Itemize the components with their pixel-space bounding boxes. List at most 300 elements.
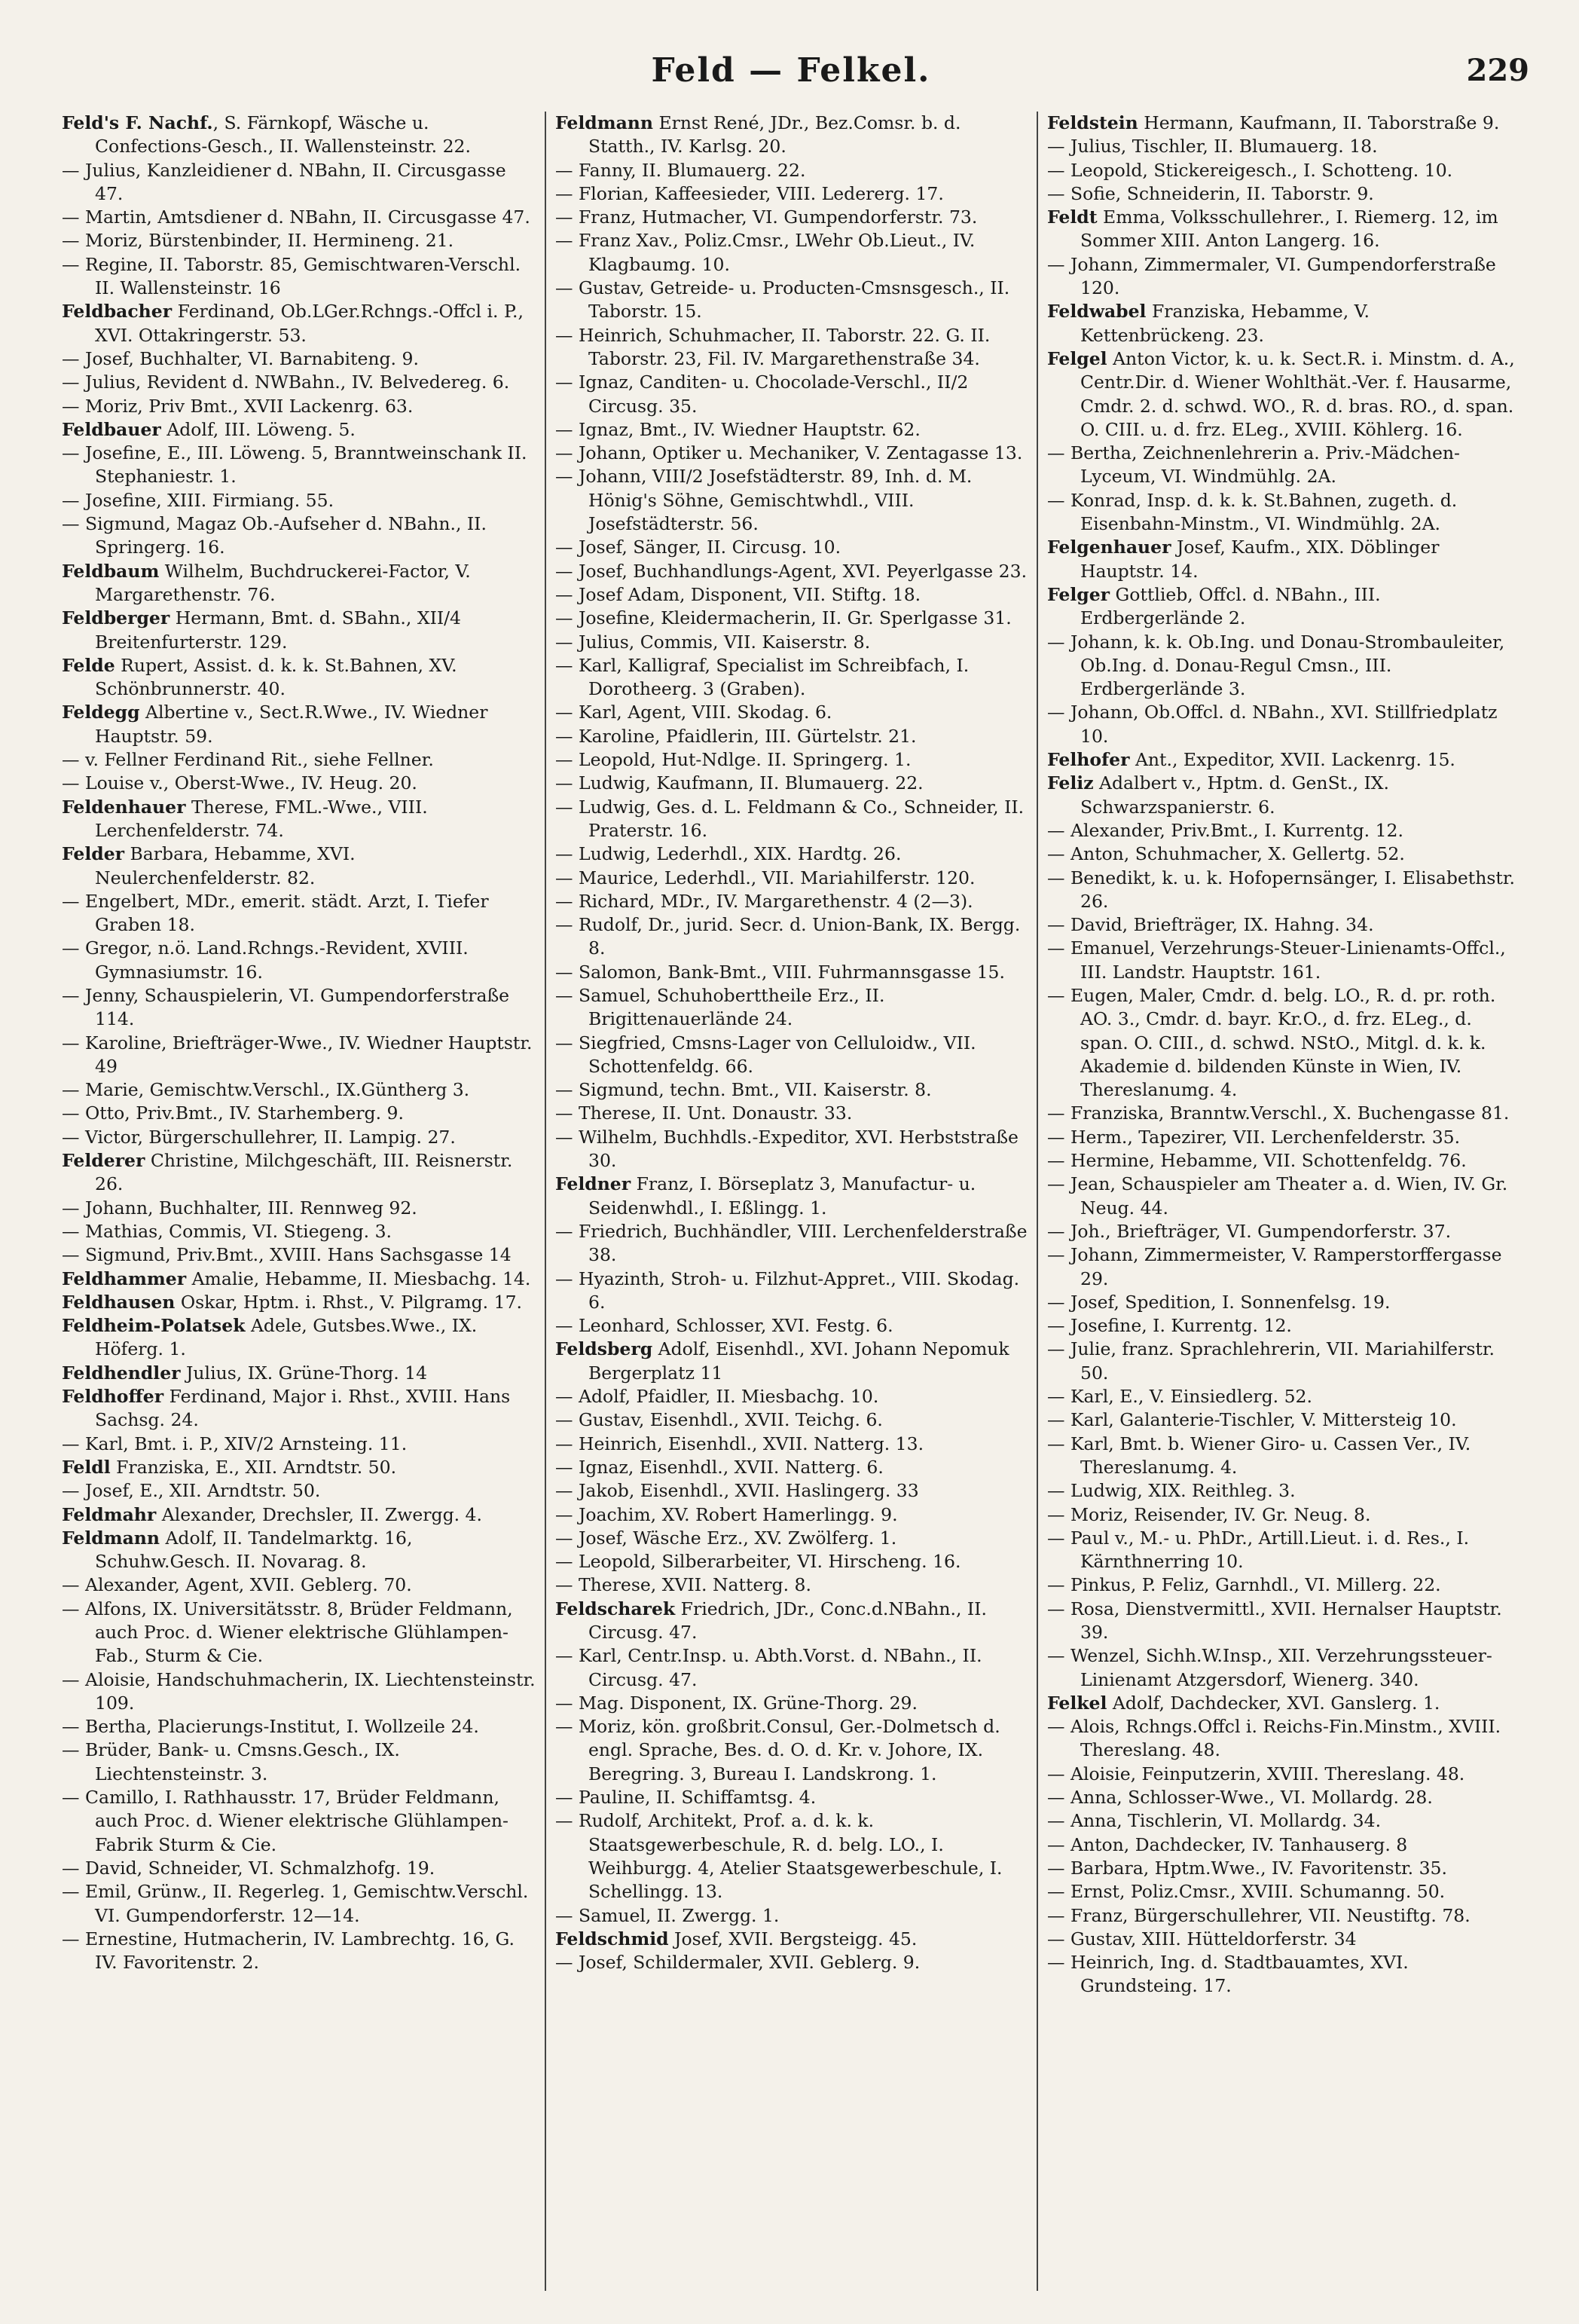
entry-text: — Karl, Kalligraf, Specialist im Schreibfach, I. Dorotheerg. 3 (Graben). — [555, 654, 970, 700]
entry-surname: Feldmann — [555, 112, 653, 133]
running-head: Feld — Felkel. — [651, 51, 931, 90]
directory-entry — [62, 607, 537, 654]
entry-text: — Anton, Schuhmacher, X. Gellertg. 52. — [1047, 843, 1405, 865]
directory-entry — [555, 1385, 1029, 1408]
entry-text: — Therese, XVII. Natterg. 8. — [555, 1574, 811, 1596]
directory-entry — [62, 1857, 537, 1880]
entry-surname: Feldl — [62, 1456, 111, 1478]
entry-text: Josef, XVII. Bergsteigg. 45. — [668, 1928, 918, 1949]
directory-entry — [1047, 1433, 1521, 1480]
directory-entry — [555, 1715, 1029, 1786]
entry-text: — Josef, Sänger, II. Circusg. 10. — [555, 537, 841, 558]
entry-text: — Jean, Schauspieler am Theater a. d. Wien, IV. Gr. Neug. 44. — [1047, 1173, 1508, 1219]
entry-text: — Johann, Optiker u. Mechaniker, V. Zentagasse 13. — [555, 442, 1023, 464]
directory-entry — [62, 1479, 537, 1503]
directory-entry — [1047, 1126, 1521, 1149]
entry-surname: Feldsberg — [555, 1338, 653, 1360]
entry-text: Ernst René, JDr., Bez.Comsr. b. d. Statth., IV. Karlsg. 20. — [588, 112, 961, 157]
directory-entry — [1047, 1763, 1521, 1786]
entry-text: — Marie, Gemischtw.Verschl., IX.Güntherg 3. — [62, 1079, 470, 1101]
entry-text: — Johann, Zimmermaler, VI. Gumpendorferstraße 120. — [1047, 253, 1496, 299]
directory-entry — [555, 324, 1029, 372]
page-number: 229 — [1466, 53, 1529, 88]
entry-text: Franz, I. Börseplatz 3, Manufactur- u. Seidenwhdl., I. Eßlingg. 1. — [588, 1173, 976, 1219]
directory-entry — [555, 1550, 1029, 1573]
entry-text: — Heinrich, Ing. d. Stadtbauamtes, XVI. Grundsteing. 17. — [1047, 1952, 1409, 1997]
entry-text: — Ludwig, Ges. d. L. Feldmann & Co., Schneider, II. Praterstr. 16. — [555, 796, 1025, 841]
entry-text: — Josefine, Kleidermacherin, II. Gr. Sperlgasse 31. — [555, 607, 1012, 629]
directory-entry — [1047, 1904, 1521, 1928]
directory-entry — [62, 560, 537, 607]
directory-entry — [62, 1598, 537, 1668]
directory-entry — [1047, 631, 1521, 702]
entry-text: — Leopold, Stickereigesch., I. Schotteng. 10. — [1047, 159, 1453, 181]
entry-text: Anton Victor, k. u. k. Sect.R. i. Minstm. d. A., Centr.Dir. d. Wiener Wohlthät.-Ver. f. Hausarme, Cmdr. 2. d. schwd. WO., R. d. bras. RO., d. span. O. CIII. u. d. frz. ELeg., XVIII. Köhlerg. 16. — [1080, 347, 1515, 440]
directory-entry — [555, 159, 1029, 182]
directory-entry — [1047, 1385, 1521, 1408]
entry-text: — Franz, Bürgerschullehrer, VII. Neustiftg. 78. — [1047, 1904, 1471, 1926]
entry-text: — Karl, Galanterie-Tischler, V. Mittersteig 10. — [1047, 1409, 1457, 1431]
directory-entry — [1047, 1479, 1521, 1503]
entry-text: — Alexander, Agent, XVII. Geblerg. 70. — [62, 1574, 412, 1596]
directory-entry — [555, 112, 1029, 159]
entry-surname: Feldmahr — [62, 1503, 157, 1525]
entry-surname: Feldbacher — [62, 301, 173, 323]
directory-entry — [555, 1904, 1029, 1928]
entry-text: — Johann, Buchhalter, III. Rennweg 92. — [62, 1197, 417, 1219]
entry-text: — Moriz, kön. großbrit.Consul, Ger.-Dolmetsch d. engl. Sprache, Bes. d. O. d. Kr. v. Johore, IX. Beregring. 3, Bureau I. Landskrong. 1. — [555, 1716, 1000, 1784]
entry-text: — Sofie, Schneiderin, II. Taborstr. 9. — [1047, 182, 1374, 204]
directory-entry — [1047, 182, 1521, 206]
column-1 — [53, 112, 545, 2291]
directory-entry — [555, 277, 1029, 324]
directory-entry — [555, 913, 1029, 961]
entry-text: — Herm., Tapezirer, VII. Lerchenfelderstr. 35. — [1047, 1126, 1461, 1148]
directory-entry — [555, 1078, 1029, 1102]
entry-text: — Josef, Buchhandlungs-Agent, XVI. Peyerlgasse 23. — [555, 560, 1028, 582]
entry-text: — Josefine, I. Kurrentg. 12. — [1047, 1315, 1292, 1337]
directory-entry — [555, 631, 1029, 654]
directory-entry — [62, 418, 537, 442]
entry-text: — Wilhelm, Buchhdls.-Expeditor, XVI. Herbststraße 30. — [555, 1126, 1019, 1172]
entry-text: — Josef Adam, Disponent, VII. Stiftg. 18. — [555, 583, 921, 605]
directory-entry — [1047, 819, 1521, 842]
entry-text: — Otto, Priv.Bmt., IV. Starhemberg. 9. — [62, 1102, 404, 1124]
entry-text: — Anna, Tischlerin, VI. Mollardg. 34. — [1047, 1810, 1382, 1832]
directory-entry — [555, 182, 1029, 206]
entry-text: — Josef, Schildermaler, XVII. Geblerg. 9. — [555, 1952, 921, 1974]
directory-entry — [62, 1362, 537, 1385]
entry-text: — Karl, Bmt. b. Wiener Giro- u. Cassen Ver., IV. Thereslanumg. 4. — [1047, 1433, 1471, 1478]
entry-surname: Felgel — [1047, 347, 1107, 369]
directory-entry — [555, 961, 1029, 984]
entry-text: — Julius, Commis, VII. Kaiserstr. 8. — [555, 631, 871, 653]
entry-text: — Ernst, Poliz.Cmsr., XVIII. Schumanng. 50. — [1047, 1881, 1446, 1903]
entry-text: Friedrich, JDr., Conc.d.NBahn., II. Circusg. 47. — [588, 1598, 987, 1643]
directory-entry — [1047, 984, 1521, 1102]
entry-text: — Anna, Schlosser-Wwe., VI. Mollardg. 28. — [1047, 1787, 1433, 1809]
directory-entry — [555, 984, 1029, 1032]
directory-entry — [1047, 1880, 1521, 1904]
entry-text: Julius, IX. Grüne-Thorg. 14 — [180, 1362, 428, 1384]
entry-text: — Mathias, Commis, VI. Stiegeng. 3. — [62, 1220, 392, 1242]
entry-text: — Bertha, Zeichnenlehrerin a. Priv.-Mädchen-Lyceum, VI. Windmühlg. 2A. — [1047, 442, 1460, 488]
directory-entry — [555, 1644, 1029, 1692]
entry-surname: Feldenhauer — [62, 796, 186, 818]
directory-entry — [555, 371, 1029, 418]
entry-surname: Feldhoffer — [62, 1386, 164, 1408]
directory-entry — [62, 1267, 537, 1291]
entry-text: — Engelbert, MDr., emerit. städt. Arzt, I. Tiefer Graben 18. — [62, 890, 489, 936]
directory-entry — [1047, 1951, 1521, 1998]
entry-text: — Karl, Bmt. i. P., XIV/2 Arnsteing. 11. — [62, 1433, 408, 1454]
entry-text: — Ludwig, Kaufmann, II. Blumauerg. 22. — [555, 772, 924, 794]
entry-text: Adele, Gutsbes.Wwe., IX. Höferg. 1. — [95, 1315, 478, 1360]
directory-entry — [62, 1314, 537, 1362]
entry-text: — Joachim, XV. Robert Hamerlingg. 9. — [555, 1503, 898, 1525]
entry-text: Hermann, Bmt. d. SBahn., XII/4 Breitenfurterstr. 129. — [95, 607, 462, 653]
directory-entry — [1047, 1220, 1521, 1243]
entry-text: Ferdinand, Major i. Rhst., XVIII. Hans Sachsg. 24. — [95, 1386, 511, 1431]
entry-text: — Richard, MDr., IV. Margarethenstr. 4 (2—3). — [555, 890, 973, 912]
directory-entry — [1047, 1527, 1521, 1574]
entry-text: — Therese, II. Unt. Donaustr. 33. — [555, 1102, 853, 1124]
directory-entry — [62, 159, 537, 206]
entry-surname: Felger — [1047, 583, 1110, 605]
entry-text: — Martin, Amtsdiener d. NBahn, II. Circusgasse 47. — [62, 206, 530, 228]
entry-text: — Aloisie, Feinputzerin, XVIII. Thereslang. 48. — [1047, 1763, 1465, 1784]
directory-entry — [62, 1715, 537, 1738]
directory-entry — [555, 1573, 1029, 1597]
directory-entry — [62, 1032, 537, 1079]
directory-entry — [555, 1314, 1029, 1338]
entry-text: — Samuel, Schuhoberttheile Erz., II. Brigittenauerlände 24. — [555, 984, 885, 1030]
directory-entry — [1047, 748, 1521, 772]
entry-text: — v. Fellner Ferdinand Rit., siehe Fellner. — [62, 749, 434, 771]
entry-surname: Feldberger — [62, 607, 170, 629]
entry-text: — Franziska, Branntw.Verschl., X. Buchengasse 81. — [1047, 1102, 1510, 1124]
directory-entry — [555, 1456, 1029, 1479]
entry-text: — Johann, Zimmermeister, V. Ramperstorffergasse 29. — [1047, 1244, 1502, 1289]
entry-surname: Feldwabel — [1047, 301, 1147, 323]
entry-surname: Felde — [62, 654, 115, 676]
entry-text: — Alexander, Priv.Bmt., I. Kurrentg. 12. — [1047, 819, 1403, 841]
entry-text: Barbara, Hebamme, XVI. Neulerchenfelderstr. 82. — [95, 843, 356, 888]
entry-text: — Franz Xav., Poliz.Cmsr., LWehr Ob.Lieut., IV. Klagbaumg. 10. — [555, 230, 976, 275]
entry-text: Ant., Expeditor, XVII. Lackenrg. 15. — [1129, 749, 1455, 771]
entry-text: — Ignaz, Eisenhdl., XVII. Natterg. 6. — [555, 1456, 884, 1478]
directory-entry — [1047, 867, 1521, 914]
entry-text: — Hermine, Hebamme, VII. Schottenfeldg. 76. — [1047, 1150, 1467, 1172]
directory-entry — [555, 1951, 1029, 1974]
directory-entry — [62, 1197, 537, 1220]
entry-text: — Emil, Grünw., II. Regerleg. 1, Gemischtw.Verschl. VI. Gumpendorferstr. 12—14. — [62, 1881, 529, 1926]
entry-surname: Feldegg — [62, 702, 140, 723]
entry-text: — Eugen, Maler, Cmdr. d. belg. LO., R. d. pr. roth. AO. 3., Cmdr. d. bayr. Kr.O., d. frz. ELeg., d. span. O. CIII., d. schwd. NStO., Mitgl. d. k. k. Akademie d. bildenden Künste in Wien, IV. Thereslanumg. 4. — [1047, 984, 1496, 1101]
directory-entry — [1047, 1503, 1521, 1527]
entry-text: — Sigmund, Magaz Ob.-Aufseher d. NBahn., II. Springerg. 16. — [62, 513, 487, 558]
entry-text: — Florian, Kaffeesieder, VIII. Ledererg. 17. — [555, 182, 944, 204]
entry-text: Therese, FML.-Wwe., VIII. Lerchenfelderstr. 74. — [95, 796, 428, 841]
entry-text: — Gustav, XIII. Hütteldorferstr. 34 — [1047, 1928, 1357, 1949]
entry-text: — Josef, Spedition, I. Sonnenfelsg. 19. — [1047, 1291, 1391, 1313]
directory-entry — [1047, 913, 1521, 937]
entry-text: — Josefine, E., III. Löweng. 5, Branntweinschank II. Stephaniestr. 1. — [62, 442, 527, 488]
entry-surname: Feld's F. Nachf. — [62, 112, 213, 133]
entry-text: Emma, Volksschullehrer., I. Riemerg. 12, im Sommer XIII. Anton Langerg. 16. — [1080, 206, 1498, 252]
entry-text: Amalie, Hebamme, II. Miesbachg. 14. — [186, 1267, 531, 1289]
directory-entry — [62, 512, 537, 560]
entry-text: — Josef, Buchhalter, VI. Barnabiteng. 9. — [62, 347, 419, 369]
entry-text: — Konrad, Insp. d. k. k. St.Bahnen, zugeth. d. Eisenbahn-Minstm., VI. Windmühlg. 2A. — [1047, 489, 1458, 535]
entry-surname: Felder — [62, 843, 125, 865]
entry-text: — Karl, Centr.Insp. u. Abth.Vorst. d. NBahn., II. Circusg. 47. — [555, 1645, 982, 1690]
column-3 — [1037, 112, 1529, 2291]
directory-entry — [555, 1809, 1029, 1904]
entry-text: — Rudolf, Dr., jurid. Secr. d. Union-Bank, IX. Bergg. 8. — [555, 914, 1021, 959]
directory-entry — [1047, 1408, 1521, 1432]
entry-surname: Feldt — [1047, 206, 1098, 228]
directory-entry — [1047, 442, 1521, 489]
directory-entry — [1047, 1314, 1521, 1338]
entry-text: — Pinkus, P. Feliz, Garnhdl., VI. Millerg. 22. — [1047, 1574, 1441, 1596]
entry-text: — Ignaz, Bmt., IV. Wiedner Hauptstr. 62. — [555, 418, 921, 440]
entry-surname: Feldhendler — [62, 1362, 181, 1384]
directory-entry — [1047, 1928, 1521, 1951]
entry-surname: Feldhausen — [62, 1291, 176, 1313]
entry-text: — Gustav, Getreide- u. Producten-Cmsnsgesch., II. Taborstr. 15. — [555, 277, 1010, 323]
entry-text: Christine, Milchgeschäft, III. Reisnerstr. 26. — [95, 1150, 513, 1195]
entry-surname: Feldhammer — [62, 1267, 187, 1289]
directory-entry — [555, 1598, 1029, 1645]
directory-entry — [555, 1220, 1029, 1267]
directory-entry — [62, 347, 537, 371]
entry-text: — Jenny, Schauspielerin, VI. Gumpendorferstraße 114. — [62, 984, 510, 1030]
entry-text: — Emanuel, Verzehrungs-Steuer-Linienamts-Offcl., III. Landstr. Hauptstr. 161. — [1047, 937, 1506, 983]
entry-surname: Feldschmid — [555, 1928, 669, 1949]
entry-text: — Anton, Dachdecker, IV. Tanhauserg. 8 — [1047, 1833, 1408, 1855]
directory-entry — [62, 1078, 537, 1102]
entry-surname: Feldscharek — [555, 1598, 676, 1619]
directory-entry — [1047, 206, 1521, 253]
directory-entry — [62, 1433, 537, 1456]
entry-text: Franziska, E., XII. Arndtstr. 50. — [110, 1456, 397, 1478]
directory-entry — [62, 206, 537, 229]
entry-text: — Moriz, Reisender, IV. Gr. Neug. 8. — [1047, 1503, 1371, 1525]
directory-entry — [1047, 300, 1521, 347]
directory-entry — [1047, 1644, 1521, 1692]
entry-text: — Salomon, Bank-Bmt., VIII. Fuhrmannsgasse 15. — [555, 961, 1005, 983]
entry-surname: Feldheim-Polatsek — [62, 1315, 246, 1337]
entry-text: — Heinrich, Eisenhdl., XVII. Natterg. 13. — [555, 1433, 924, 1454]
entry-text: — Fanny, II. Blumauerg. 22. — [555, 159, 806, 181]
directory-entry — [62, 1149, 537, 1197]
directory-entry — [555, 1928, 1029, 1951]
entry-text: — Regine, II. Taborstr. 85, Gemischtwaren-Verschl. II. Wallensteinstr. 16 — [62, 253, 521, 299]
directory-entry — [62, 748, 537, 772]
directory-entry — [62, 796, 537, 843]
entry-text: — Jakob, Eisenhdl., XVII. Haslingerg. 33 — [555, 1480, 919, 1502]
directory-entry — [1047, 1173, 1521, 1220]
entry-text: — Aloisie, Handschuhmacherin, IX. Liechtensteinstr. 109. — [62, 1668, 536, 1714]
entry-text: — Julius, Tischler, II. Blumauerg. 18. — [1047, 136, 1378, 157]
directory-entry — [1047, 1291, 1521, 1314]
entry-text: — Franz, Hutmacher, VI. Gumpendorferstr. 73. — [555, 206, 978, 228]
entry-text: — Friedrich, Buchhändler, VIII. Lerchenfelderstraße 38. — [555, 1220, 1028, 1266]
entry-text: — Johann, k. k. Ob.Ing. und Donau-Strombauleiter, Ob.Ing. d. Donau-Regul Cmsn., III. Erdbergerlände 3. — [1047, 631, 1505, 700]
directory-entry — [555, 842, 1029, 866]
directory-entry — [555, 701, 1029, 724]
entry-text: Alexander, Drechsler, II. Zwergg. 4. — [156, 1503, 482, 1525]
entry-surname: Felkel — [1047, 1692, 1107, 1714]
entry-text: — Sigmund, techn. Bmt., VII. Kaiserstr. 8. — [555, 1079, 932, 1101]
directory-entry — [555, 772, 1029, 795]
entry-text: — Johann, Ob.Offcl. d. NBahn., XVI. Stillfriedplatz 10. — [1047, 702, 1498, 747]
directory-entry — [555, 1126, 1029, 1173]
directory-entry — [555, 890, 1029, 913]
entry-text: — Ignaz, Canditen- u. Chocolade-Verschl., II/2 Circusg. 35. — [555, 372, 969, 417]
entry-text: — Moriz, Bürstenbinder, II. Hermineng. 21. — [62, 230, 454, 252]
directory-entry — [62, 1786, 537, 1857]
directory-page — [53, 30, 1529, 2291]
directory-entry — [62, 1126, 537, 1149]
directory-entry — [62, 1102, 537, 1125]
entry-text: — David, Briefträger, IX. Hahng. 34. — [1047, 914, 1374, 936]
directory-entry — [1047, 1243, 1521, 1291]
directory-entry — [555, 442, 1029, 465]
directory-entry — [1047, 1573, 1521, 1597]
directory-entry — [62, 1738, 537, 1786]
directory-entry — [555, 725, 1029, 748]
entry-text: — Rosa, Dienstvermittl., XVII. Hernalser Hauptstr. 39. — [1047, 1598, 1502, 1643]
directory-entry — [555, 1408, 1029, 1432]
directory-entry — [62, 1243, 537, 1267]
directory-entry — [62, 1880, 537, 1928]
directory-entry — [1047, 1833, 1521, 1857]
entry-text: — Adolf, Pfaidler, II. Miesbachg. 10. — [555, 1386, 879, 1408]
directory-entry — [1047, 1692, 1521, 1715]
entry-text: — Leopold, Hut-Ndlge. II. Springerg. 1. — [555, 749, 912, 771]
entry-text: — Samuel, II. Zwergg. 1. — [555, 1904, 780, 1926]
directory-entry — [62, 1220, 537, 1243]
directory-entry — [62, 1668, 537, 1716]
entry-text: — Ludwig, Lederhdl., XIX. Hardtg. 26. — [555, 843, 902, 865]
directory-entry — [555, 583, 1029, 607]
entry-text: — Gregor, n.ö. Land.Rchngs.-Revident, XVIII. Gymnasiumstr. 16. — [62, 937, 469, 983]
column-2 — [545, 112, 1037, 2291]
entry-surname: Feliz — [1047, 772, 1094, 794]
entry-text: — Karoline, Pfaidlerin, III. Gürtelstr. 21. — [555, 725, 917, 747]
directory-entry — [1047, 1809, 1521, 1833]
directory-entry — [1047, 159, 1521, 182]
entry-text: — Louise v., Oberst-Wwe., IV. Heug. 20. — [62, 772, 417, 794]
directory-entry — [555, 1692, 1029, 1715]
directory-entry — [555, 1527, 1029, 1550]
directory-entry — [62, 842, 537, 890]
entry-text: Wilhelm, Buchdruckerei-Factor, V. Margarethenstr. 76. — [95, 560, 471, 605]
directory-entry — [1047, 135, 1521, 158]
directory-entry — [62, 253, 537, 301]
entry-text: Albertine v., Sect.R.Wwe., IV. Wiedner Hauptstr. 59. — [95, 702, 488, 747]
entry-text: — Maurice, Lederhdl., VII. Mariahilferstr. 120. — [555, 867, 976, 888]
entry-text: — Bertha, Placierungs-Institut, I. Wollzeile 24. — [62, 1716, 479, 1738]
entry-text: — Julie, franz. Sprachlehrerin, VII. Mariahilferstr. 50. — [1047, 1338, 1495, 1384]
directory-entry — [555, 1503, 1029, 1527]
directory-entry — [62, 1385, 537, 1433]
directory-entry — [555, 607, 1029, 630]
entry-text: — Siegfried, Cmsns-Lager von Celluloidw., VII. Schottenfeldg. 66. — [555, 1032, 976, 1077]
directory-entry — [62, 984, 537, 1032]
entry-text: — Alois, Rchngs.Offcl i. Reichs-Fin.Minstm., XVIII. Thereslang. 48. — [1047, 1716, 1501, 1761]
directory-entry — [555, 796, 1029, 843]
directory-entry — [62, 300, 537, 347]
directory-entry — [62, 112, 537, 159]
directory-entry — [1047, 1715, 1521, 1763]
directory-entry — [555, 1479, 1029, 1503]
directory-entry — [62, 229, 537, 252]
entry-text: — Josef, Wäsche Erz., XV. Zwölferg. 1. — [555, 1527, 897, 1549]
entry-text: Adalbert v., Hptm. d. GenSt., IX. Schwarzspanierstr. 6. — [1080, 772, 1390, 818]
directory-entry — [555, 1267, 1029, 1315]
directory-entry — [62, 1456, 537, 1479]
entry-text: — Paul v., M.- u. PhDr., Artill.Lieut. i. d. Res., I. Kärnthnerring 10. — [1047, 1527, 1470, 1573]
entry-text: — Leopold, Silberarbeiter, VI. Hirscheng. 16. — [555, 1551, 961, 1573]
entry-text: — Josefine, XIII. Firmiang. 55. — [62, 489, 334, 511]
entry-surname: Felhofer — [1047, 749, 1130, 771]
entry-text: — Leonhard, Schlosser, XVI. Festg. 6. — [555, 1315, 893, 1337]
entry-text: Josef, Kaufm., XIX. Döblinger Hauptstr. 14. — [1080, 537, 1440, 582]
directory-entry — [1047, 1102, 1521, 1125]
entry-text: — Moriz, Priv Bmt., XVII Lackenrg. 63. — [62, 395, 414, 417]
entry-surname: Feldbauer — [62, 418, 161, 440]
directory-entry — [555, 748, 1029, 772]
entry-surname: Feldstein — [1047, 112, 1138, 133]
entry-text: — Joh., Briefträger, VI. Gumpendorferstr. 37. — [1047, 1220, 1452, 1242]
entry-text: — Karl, Agent, VIII. Skodag. 6. — [555, 702, 832, 723]
directory-entry — [1047, 536, 1521, 583]
directory-entry — [555, 1032, 1029, 1079]
directory-entry — [62, 1503, 537, 1527]
directory-entry — [62, 1291, 537, 1314]
entry-text: Adolf, Dachdecker, XVI. Ganslerg. 1. — [1107, 1692, 1440, 1714]
directory-entry — [1047, 1786, 1521, 1809]
entry-text: — Karl, E., V. Einsiedlerg. 52. — [1047, 1386, 1312, 1408]
directory-entry — [62, 701, 537, 748]
directory-entry — [555, 560, 1029, 583]
entry-text: — Benedikt, k. u. k. Hofopernsänger, I. Elisabethstr. 26. — [1047, 867, 1515, 912]
directory-entry — [1047, 347, 1521, 442]
entry-text: — Mag. Disponent, IX. Grüne-Thorg. 29. — [555, 1692, 918, 1714]
directory-entry — [555, 465, 1029, 536]
directory-entry — [62, 489, 537, 512]
directory-entry — [1047, 1149, 1521, 1173]
directory-entry — [555, 206, 1029, 229]
entry-surname: Feldner — [555, 1173, 631, 1195]
entry-text: Rupert, Assist. d. k. k. St.Bahnen, XV. Schönbrunnerstr. 40. — [95, 654, 457, 700]
directory-entry — [555, 229, 1029, 277]
directory-entry — [1047, 1857, 1521, 1880]
entry-text: — Karoline, Briefträger-Wwe., IV. Wiedner Hauptstr. 49 — [62, 1032, 533, 1077]
directory-entry — [1047, 937, 1521, 984]
directory-entry — [1047, 1598, 1521, 1645]
directory-entry — [555, 536, 1029, 559]
entry-text: — Alfons, IX. Universitätsstr. 8, Brüder Feldmann, auch Proc. d. Wiener elektrische Glühlampen-Fab., Sturm & Cie. — [62, 1598, 513, 1667]
entry-text: — Julius, Kanzleidiener d. NBahn, II. Circusgasse 47. — [62, 159, 506, 204]
entry-text: — Hyazinth, Stroh- u. Filzhut-Appret., VIII. Skodag. 6. — [555, 1267, 1020, 1313]
directory-entry — [555, 654, 1029, 702]
entry-text: — Barbara, Hptm.Wwe., IV. Favoritenstr. 35. — [1047, 1857, 1447, 1879]
directory-entry — [555, 1102, 1029, 1125]
